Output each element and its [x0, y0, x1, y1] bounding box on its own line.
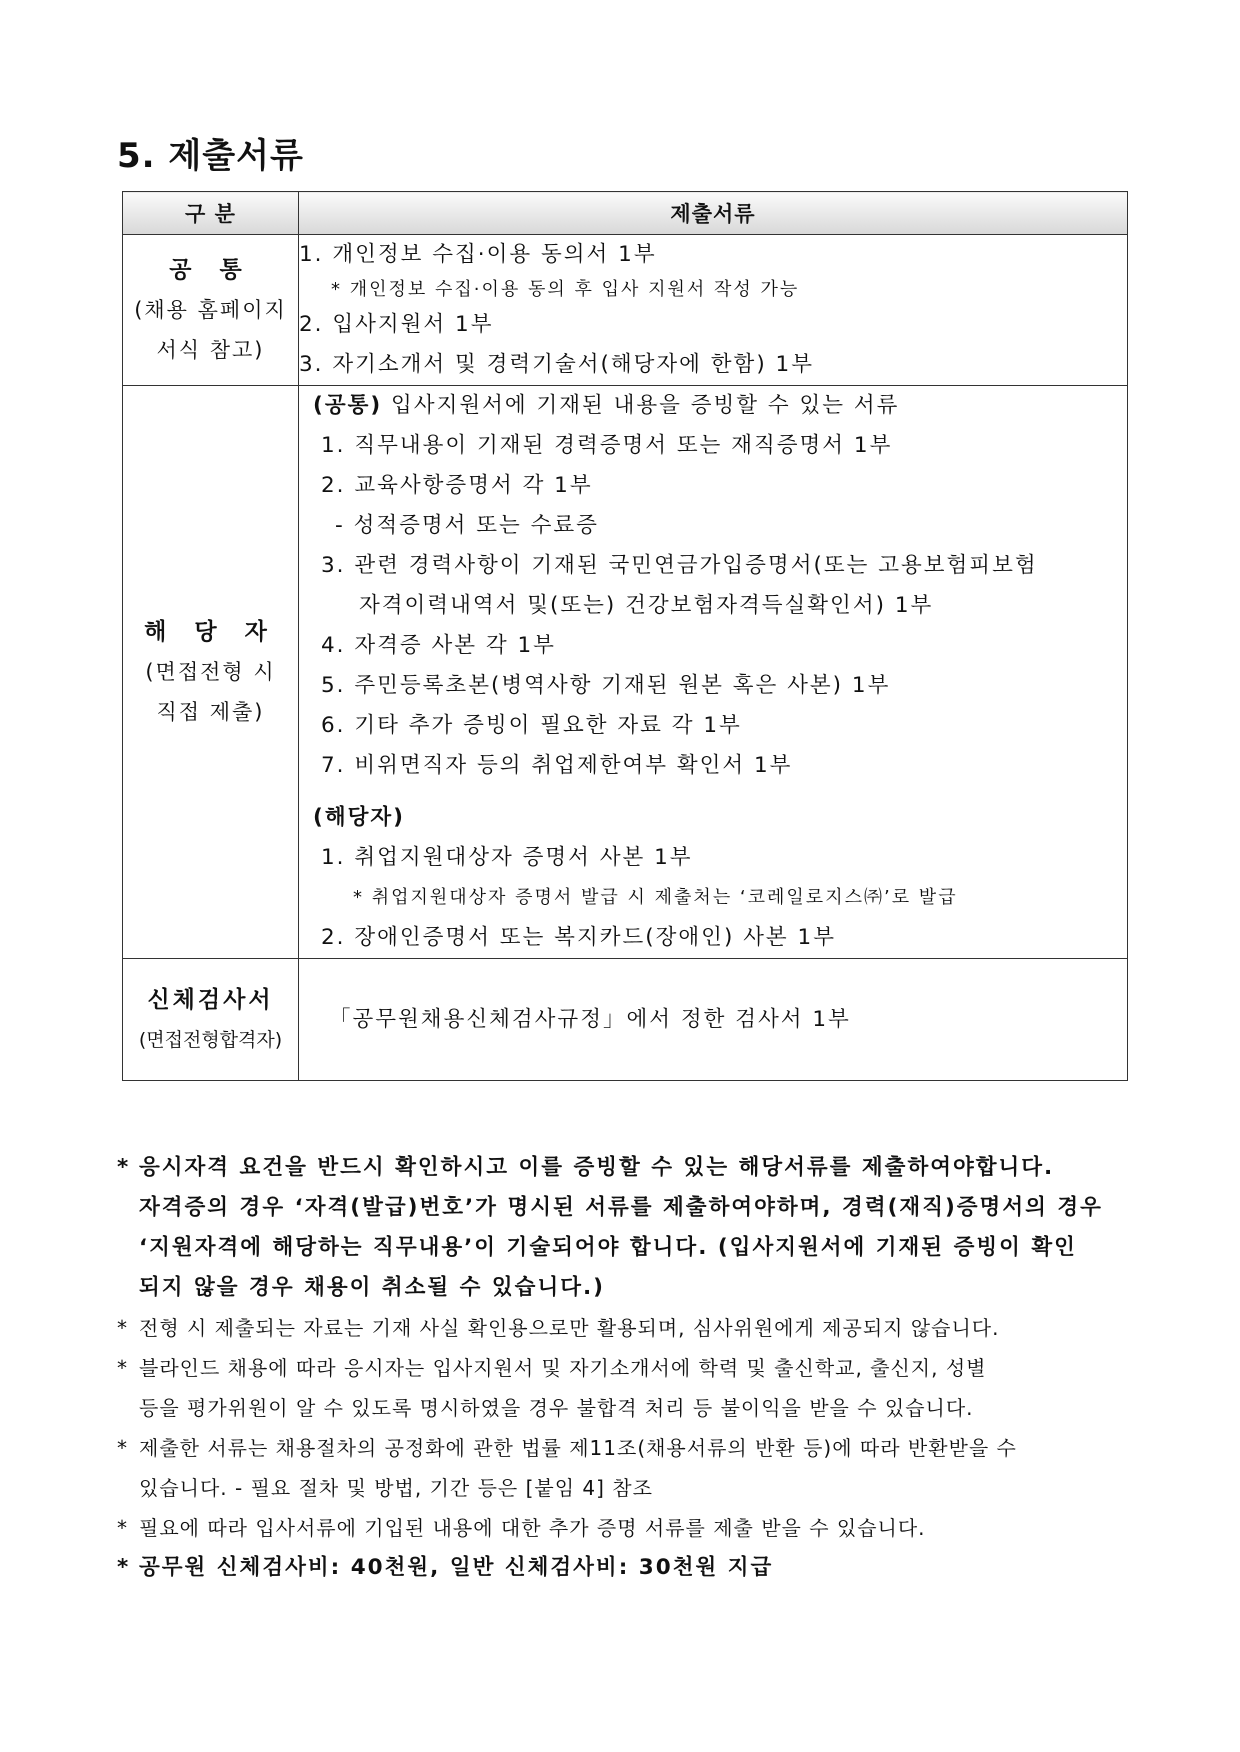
section-title: 5. 제출서류 — [117, 136, 304, 176]
content-cell — [299, 235, 1128, 386]
category-cell — [123, 386, 299, 959]
doc-line: 1. 직무내용이 기재된 경력증명서 또는 재직증명서 1부 — [321, 433, 893, 458]
note-item-continued: 자격증의 경우 ‘자격(발급)번호’가 명시된 서류를 제출하여야하며, 경력(재직)증명서의 경우 — [139, 1195, 1103, 1220]
note-item: * 응시자격 요건을 반드시 확인하시고 이를 증빙할 수 있는 해당서류를 제출하여야합니다. — [117, 1148, 1129, 1188]
note-item: * 공무원 신체검사비: 40천원, 일반 신체검사비: 30천원 지급 — [117, 1548, 1129, 1588]
note-item: * 블라인드 채용에 따라 응시자는 입사지원서 및 자기소개서에 학력 및 출신학교, 출신지, 성별 — [117, 1348, 1129, 1388]
note-item-continued: ‘지원자격에 해당하는 직무내용’이 기술되어야 합니다. (입사지원서에 기재된 증빙이 확인 — [139, 1235, 1077, 1260]
doc-subline: - 성적증명서 또는 수료증 — [335, 513, 599, 538]
header-documents: 제출서류 — [299, 192, 1128, 235]
doc-line: 2. 입사지원서 1부 — [299, 312, 494, 337]
table-header-row — [123, 192, 1128, 235]
doc-line: 4. 자격증 사본 각 1부 — [321, 633, 556, 658]
bullet-star-icon: * — [117, 1316, 128, 1340]
group-label: (해당자) — [313, 805, 405, 830]
group-label: (공통) — [313, 393, 383, 418]
bullet-star-icon: * — [117, 1436, 128, 1460]
notes-list — [117, 1148, 1129, 1588]
category-sub: (채용 홈페이지 — [134, 298, 287, 322]
doc-line: 5. 주민등록초본(병역사항 기재된 원본 혹은 사본) 1부 — [321, 673, 891, 698]
spacer — [313, 786, 1127, 798]
category-sub: (면접전형 시 — [145, 660, 276, 684]
group-heading — [313, 798, 1127, 838]
group-heading — [313, 386, 1127, 426]
doc-line-continued: 자격이력내역서 및(또는) 건강보험자격득실확인서) 1부 — [359, 593, 934, 618]
doc-line: 2. 교육사항증명서 각 1부 — [321, 473, 593, 498]
category-sub: 직접 제출) — [156, 700, 265, 724]
note-item: * 제출한 서류는 채용절차의 공정화에 관한 법률 제11조(채용서류의 반환 등)에 따라 반환받을 수 — [117, 1428, 1129, 1468]
table-row-medical — [123, 959, 1128, 1081]
content-cell — [299, 386, 1128, 959]
doc-line: 1. 개인정보 수집·이용 동의서 1부 — [299, 242, 657, 267]
doc-line: 6. 기타 추가 증빙이 필요한 자료 각 1부 — [321, 713, 742, 738]
doc-line: 3. 관련 경력사항이 기재된 국민연금가입증명서(또는 고용보험피보험 — [321, 553, 1038, 578]
doc-line: 2. 장애인증명서 또는 복지카드(장애인) 사본 1부 — [321, 925, 836, 950]
header-category: 구 분 — [123, 192, 299, 235]
bullet-star-icon: * — [117, 1356, 128, 1380]
note-item-continued: 등을 평가위원이 알 수 있도록 명시하였을 경우 불합격 처리 등 불이익을 받을 수 있습니다. — [139, 1396, 974, 1420]
table-row-applicable — [123, 386, 1128, 959]
category-cell — [123, 235, 299, 386]
category-sub: 서식 참고) — [156, 338, 265, 362]
category-title: 해 당 자 — [144, 619, 277, 645]
doc-line: 3. 자기소개서 및 경력기술서(해당자에 한함) 1부 — [299, 352, 814, 377]
group-title: 입사지원서에 기재된 내용을 증빙할 수 있는 서류 — [382, 393, 900, 418]
doc-line: 1. 취업지원대상자 증명서 사본 1부 — [321, 845, 693, 870]
note-item: * 전형 시 제출되는 자료는 기재 사실 확인용으로만 활용되며, 심사위원에게 제공되지 않습니다. — [117, 1308, 1129, 1348]
doc-line: 7. 비위면직자 등의 취업제한여부 확인서 1부 — [321, 753, 793, 778]
note-item-continued: 되지 않을 경우 채용이 취소될 수 있습니다.) — [139, 1275, 605, 1300]
category-title: 신체검사서 — [147, 986, 274, 1013]
table-row-common — [123, 235, 1128, 386]
bullet-star-icon: * — [117, 1155, 131, 1180]
category-title: 공 통 — [169, 257, 252, 283]
bullet-star-icon: * — [117, 1555, 131, 1580]
doc-note: * 취업지원대상자 증명서 발급 시 제출처는 ‘코레일로지스㈜’로 발급 — [353, 887, 958, 908]
note-item: * 필요에 따라 입사서류에 기입된 내용에 대한 추가 증명 서류를 제출 받을 수 있습니다. — [117, 1508, 1129, 1548]
bullet-star-icon: * — [117, 1516, 128, 1540]
doc-note: * 개인정보 수집·이용 동의 후 입사 지원서 작성 가능 — [331, 279, 800, 300]
doc-line: 「공무원채용신체검사규정」에서 정한 검사서 1부 — [329, 1006, 851, 1032]
content-cell — [299, 959, 1128, 1081]
category-sub: (면접전형합격자) — [138, 1028, 283, 1051]
note-item-continued: 있습니다. - 필요 절차 및 방법, 기간 등은 [붙임 4] 참조 — [139, 1476, 653, 1500]
category-cell — [123, 959, 299, 1081]
documents-table — [122, 191, 1128, 1081]
